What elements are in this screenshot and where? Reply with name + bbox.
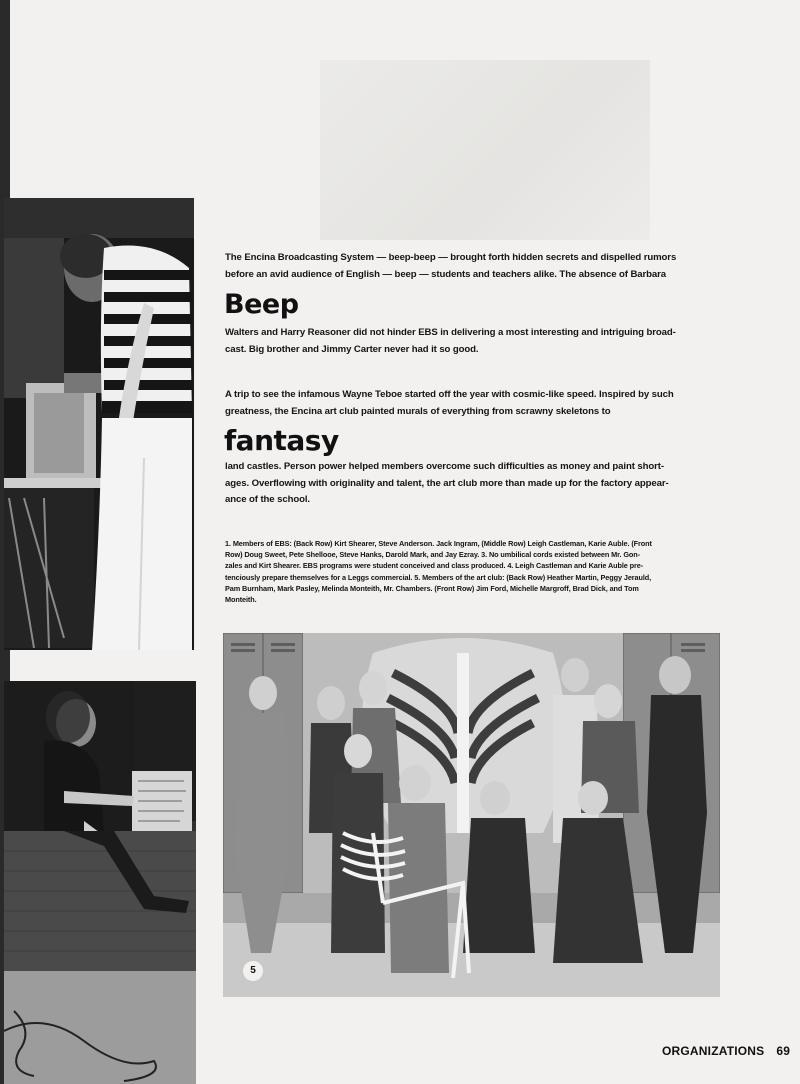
- page-footer: [662, 1044, 790, 1058]
- caption-line: zales and Kirt Shearer. EBS programs were student conceived and class produced. 4. Leigh Castleman and Karie Auble pre-: [225, 561, 644, 571]
- art-club-paragraph-continued: [225, 459, 720, 509]
- paragraph-line: ages. Overflowing with originality and talent, the art club more than made up for the factory appear-: [225, 477, 669, 489]
- section-label: ORGANIZATIONS: [662, 1044, 765, 1058]
- paragraph-line: ance of the school.: [225, 494, 310, 505]
- photo-ebs-student: [4, 198, 194, 650]
- photo-number-badge: 5: [243, 961, 263, 981]
- headline-beep: Beep: [224, 289, 299, 320]
- intro-line: The Encina Broadcasting System — beep-beep — brought forth hidden secrets and dispelled rumors: [225, 252, 677, 263]
- intro-line: before an avid audience of English — beep — students and teachers alike. The absence of Barbara: [225, 268, 667, 280]
- intro-paragraph: [225, 250, 720, 283]
- photo-students-on-stage: [4, 681, 196, 1084]
- caption-line: tenciously prepare themselves for a Leggs commercial. 5. Members of the art club: (Back Row) Heather Martin, Peggy Jerauld,: [225, 572, 652, 582]
- headline-fantasy: fantasy: [224, 424, 339, 457]
- paragraph-line: land castles. Person power helped members overcome such difficulties as money and paint short-: [225, 461, 664, 472]
- caption-line: Monteith.: [225, 595, 257, 605]
- photo-art-club-group: [223, 633, 720, 997]
- caption-line: Pam Burnham, Mark Pasley, Melinda Monteith, Mr. Chambers. (Front Row) Jim Ford, Michelle Margroff, Brad Dick, and Tom: [225, 583, 639, 593]
- paragraph-line: Walters and Harry Reasoner did not hinder EBS in delivering a most interesting and intriguing broad-: [225, 327, 676, 338]
- page-number: 69: [776, 1044, 791, 1058]
- paragraph-line: cast. Big brother and Jimmy Carter never had it so good.: [225, 343, 479, 355]
- caption-line: Row) Doug Sweet, Pete Shellooe, Steve Hanks, Darold Mark, and Jay Ezray. 3. No umbilical cords existed between Mr. Gon-: [225, 550, 640, 560]
- show-through-image: [320, 60, 650, 240]
- photo-captions: [225, 538, 720, 605]
- caption-line: 1. Members of EBS: (Back Row) Kirt Shearer, Steve Anderson. Jack Ingram, (Middle Row) Leigh Castleman, Karie Auble. (Front: [225, 539, 652, 548]
- ebs-paragraph: [225, 325, 720, 358]
- paragraph-line: A trip to see the infamous Wayne Teboe started off the year with cosmic-like speed. Inspired by such: [225, 389, 674, 400]
- art-club-paragraph: [225, 387, 720, 420]
- paragraph-line: greatness, the Encina art club painted murals of everything from scrawny skeletons to: [225, 405, 611, 417]
